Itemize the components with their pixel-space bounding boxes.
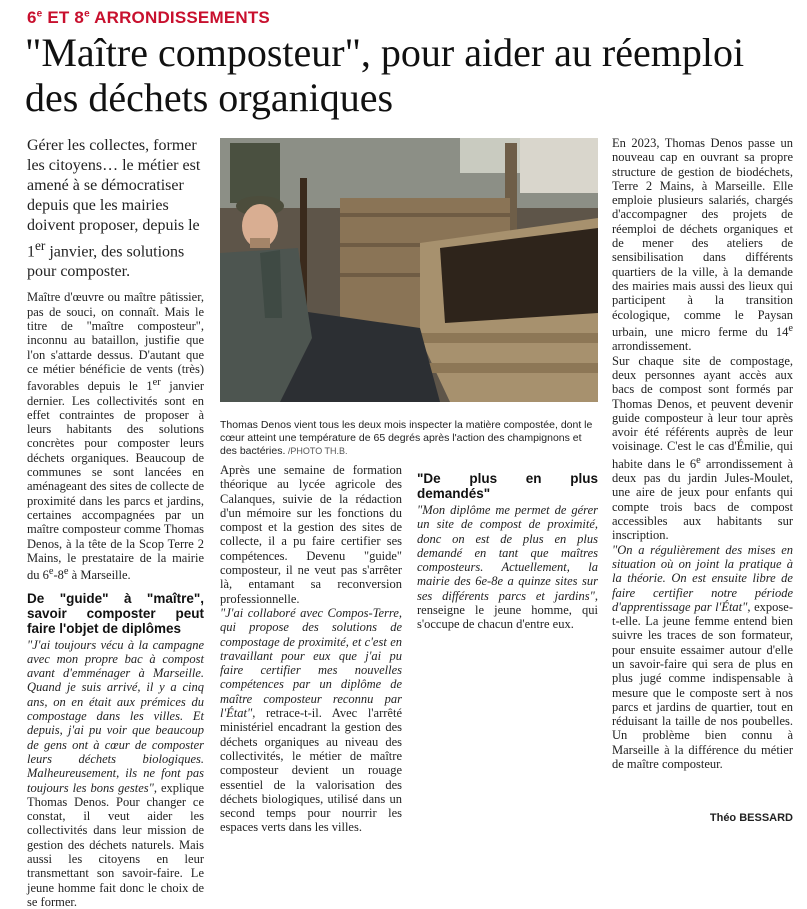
- paragraph: "Mon diplôme me permet de gérer un site de compost de proximité, donc on est de plus en plus demandé en tant que maîtres composteurs. Actuellement, la mairie des 6e-8e a quinze sites sur ses différents parcs et jardins", renseigne le jeune homme, qui s'occupe de chacun d'entre eux.: [417, 503, 598, 632]
- paragraph: Sur chaque site de compostage, deux personnes ayant accès aux bacs de compost sont formés par Thomas Denos, et peuvent devenir guide composteur à leur tour après avoir été référents auprès de leur voisinage. C'est le cas d'Émilie, qui habite dans le 6e arrondissement à deux pas du jardin Jules-Moulet, une aire de jeux pour enfants qui compte trois bacs de compost accessibles aux habitants sur inscription.: [612, 353, 793, 543]
- paragraph: "J'ai toujours vécu à la campagne avec mon propre bac à compost avant d'emménager à Marseille. Quand je suis arrivé, il y a cinq ans, on en était aux prémices du compostage dans les villes. Et depuis, j'ai pu voir que beaucoup de gens ont à cœur de composter leurs déchets biologiques. Malheureusement, ils ne font pas toujours les bons gestes", explique Thomas Denos. Pour changer ce constat, il veut aider les collectivités dans leur mission de gestion des déchets naturels. Mais aussi les citoyens en leur transmettant son savoir-faire. Le jeune homme fait donc le choix de se former.: [27, 637, 204, 909]
- paragraph: "On a régulièrement des mises en situation où on joint la pratique à la théorie. On est ensuite libre de faire certifier notre période d'apprentissage par l'État", expose-t-elle. La jeune femme entend bien suivre les traces de son formateur, pour ensuite essaimer autour d'elle un savoir-faire qui sera de plus en plus jugé comme indispensable à mesure que le composte sert à nos parcs et jardins de quartier, tout en réduisant la taille de nos poubelles. Un problème bien connu à Marseille à la différence du métier de maître composteur.: [612, 542, 794, 772]
- article-photo: [220, 138, 598, 402]
- paragraph: En 2023, Thomas Denos passe un nouveau cap en ouvrant sa propre structure de gestion de biodéchets, Terre 2 Mains, à Marseille. Elle emploie plusieurs salariés, chargés d'accompagner des projets de réemploi de déchets organiques et de mener des ateliers de sensibilisation dans différents quartiers de la ville, à la demande des mairies mais aussi des lieux qui participent à la transition écologique, comme le Paysan urbain, une micro ferme du 14e arrondissement.: [612, 136, 793, 354]
- paragraph: "J'ai collaboré avec Compos-Terre, qui propose des solutions de compostage de proximité, et c'est en travaillant pour eux que j'ai pu faire certifier mes nouvelles compétences par un diplôme de maître composteur reconnu par l'État", retrace-t-il. Avec l'arrêté ministériel encadrant la gestion des déchets organiques au niveau des collectivités, le métier de maître composteur devient un rouage essentiel de la valorisation des déchets biologiques, utilisé dans un second temps pour nourrir les espaces verts dans les villes.: [220, 605, 402, 835]
- article-column-2: [220, 463, 402, 833]
- article-column-1: [27, 136, 204, 909]
- article-column-4: [612, 136, 793, 806]
- author-byline: Théo BESSARD: [709, 812, 793, 824]
- subheading: "De plus en plus demandés": [417, 471, 598, 501]
- article-lead: Gérer les collectes, former les citoyens… le métier est amené à se démocratiser depuis que les mairies doivent proposer, depuis le 1er janvier, des solutions pour composter.: [27, 137, 201, 281]
- article-column-3: [417, 463, 598, 833]
- paragraph: Après une semaine de formation théorique au lycée agricole des Calanques, suivie de la rédaction d'un mémoire sur les fonctions du compost et la gestion des sites de collecte, il a pu faire certifier ses compétences. Devenu "guide" composteur, il ne veut pas s'arrêter là, entamant sa reconversion professionnelle.: [220, 463, 402, 606]
- compost-photo-illustration: [220, 138, 598, 402]
- subheading: De "guide" à "maître", savoir composter peut faire l'objet de diplômes: [27, 590, 204, 636]
- paragraph: Maître d'œuvre ou maître pâtissier, pas de souci, on connaît. Mais le titre de "maître composteur", inconnu au bataillon, justifie que l'on s'attarde dessus. D'autant que ce métier bénéficie de vents (très) favorables depuis le 1er janvier dernier. Les collectivités sont en effet contraintes de proposer à leurs habitants des solutions concrètes pour composter leurs déchets organiques. Beaucoup de communes se sont lancées en aménageant des sites de collecte de proximité dans les parcs et jardins, certaines accompagnées par un maître composteur comme Thomas Denos, à la tête de la Scop Terre 2 Mains, le prestataire de la mairie du 6e-8e à Marseille.: [27, 290, 204, 583]
- photo-caption: Thomas Denos vient tous les deux mois inspecter la matière compostée, dont le cœur atteint une température de 65 degrés après l'action des champignons et des bactéries. /PHOTO TH.B.: [220, 418, 593, 457]
- section-kicker: 6e ET 8e ARRONDISSEMENTS: [27, 8, 270, 27]
- photo-credit: /PHOTO TH.B.: [285, 445, 348, 456]
- article-headline: "Maître composteur", pour aider au réemploi des déchets organiques: [25, 30, 745, 120]
